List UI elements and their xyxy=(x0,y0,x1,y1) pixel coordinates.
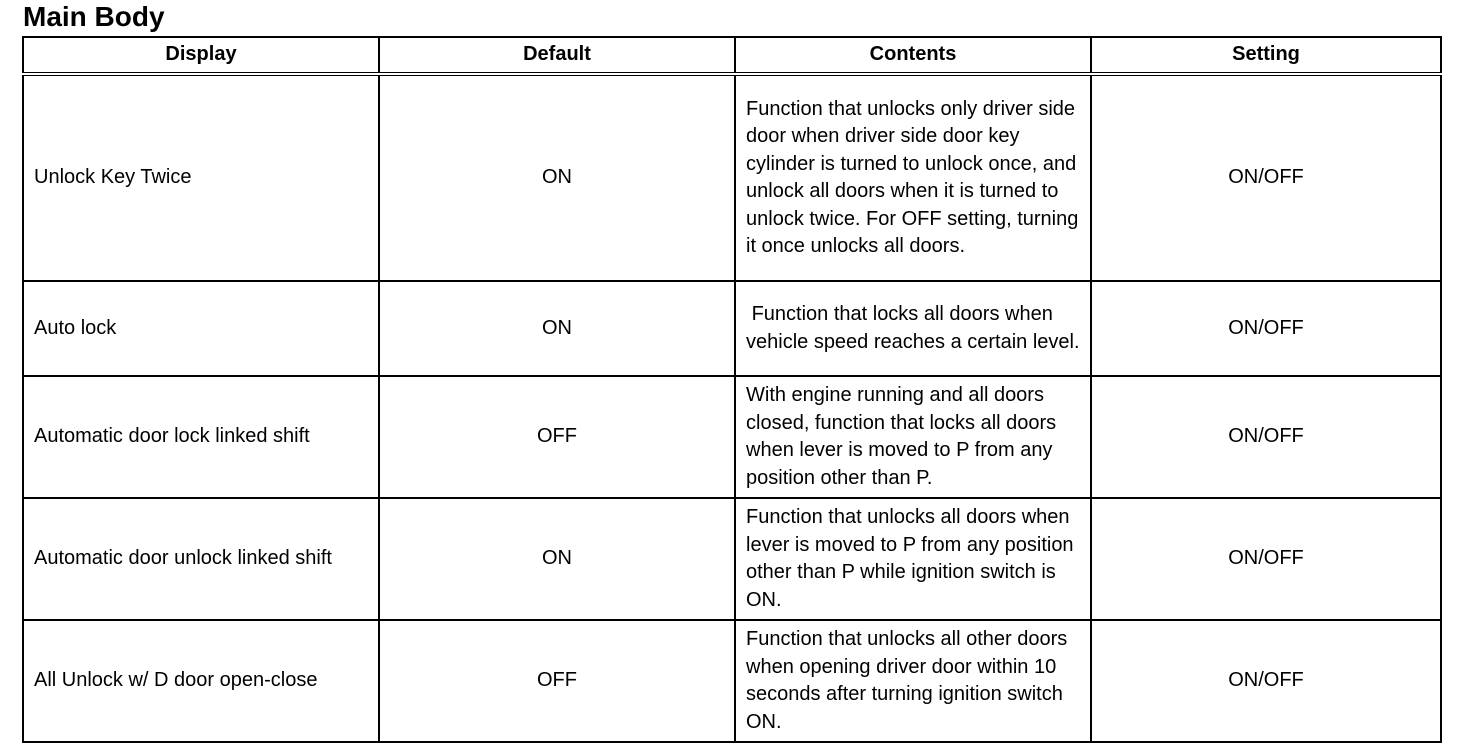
table-row xyxy=(23,376,1441,498)
default-cell: ON xyxy=(379,281,735,376)
setting-cell: ON/OFF xyxy=(1091,281,1441,376)
default-cell: OFF xyxy=(379,376,735,498)
default-cell: ON xyxy=(379,74,735,281)
display-cell: Unlock Key Twice xyxy=(23,74,379,281)
page-title: Main Body xyxy=(23,1,165,32)
table-header-row xyxy=(23,37,1441,74)
table-row xyxy=(23,281,1441,376)
contents-cell: Function that unlocks all other doors when opening driver door within 10 seconds after turning ignition switch ON. xyxy=(735,620,1091,742)
table-row xyxy=(23,620,1441,742)
display-cell: Automatic door lock linked shift xyxy=(23,376,379,498)
contents-cell: With engine running and all doors closed, function that locks all doors when lever is moved to P from any position other than P. xyxy=(735,376,1091,498)
column-header-setting: Setting xyxy=(1091,37,1441,74)
setting-cell: ON/OFF xyxy=(1091,620,1441,742)
column-header-display: Display xyxy=(23,37,379,74)
table-row xyxy=(23,74,1441,281)
settings-table xyxy=(22,36,1442,743)
display-cell: Automatic door unlock linked shift xyxy=(23,498,379,620)
display-cell: All Unlock w/ D door open-close xyxy=(23,620,379,742)
contents-cell: Function that unlocks only driver side door when driver side door key cylinder is turned to unlock once, and unlock all doors when it is turned to unlock twice. For OFF setting, turning it once unlocks all doors. xyxy=(735,74,1091,281)
display-cell: Auto lock xyxy=(23,281,379,376)
setting-cell: ON/OFF xyxy=(1091,498,1441,620)
setting-cell: ON/OFF xyxy=(1091,74,1441,281)
setting-cell: ON/OFF xyxy=(1091,376,1441,498)
default-cell: OFF xyxy=(379,620,735,742)
contents-cell: Function that unlocks all doors when lever is moved to P from any position other than P while ignition switch is ON. xyxy=(735,498,1091,620)
column-header-contents: Contents xyxy=(735,37,1091,74)
default-cell: ON xyxy=(379,498,735,620)
column-header-default: Default xyxy=(379,37,735,74)
table-row xyxy=(23,498,1441,620)
contents-cell: Function that locks all doors when vehicle speed reaches a certain level. xyxy=(735,281,1091,376)
